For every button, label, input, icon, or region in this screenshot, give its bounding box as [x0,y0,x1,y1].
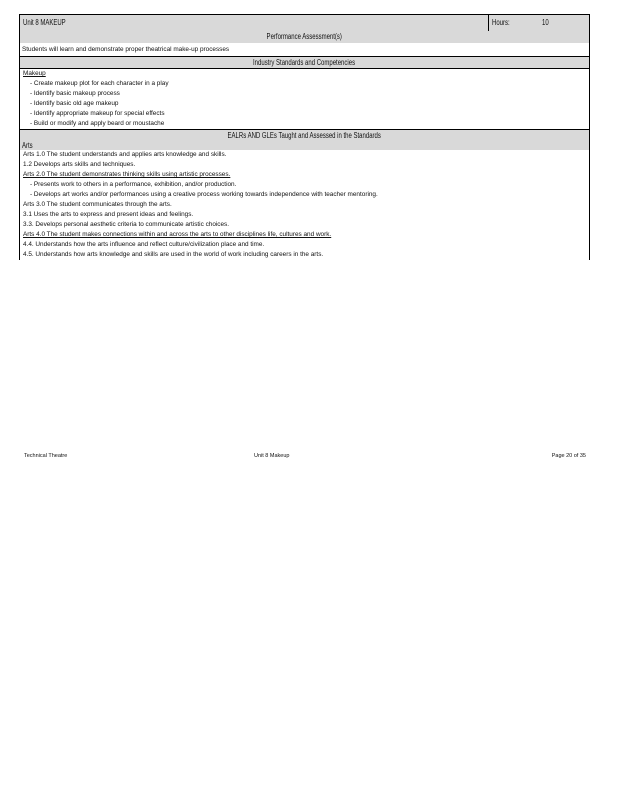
arts-standard-line: 4.5. Understands how arts knowledge and skills are used in the world of work including careers in the arts. [23,251,324,258]
makeup-section [19,68,590,129]
makeup-item: - Identify basic makeup process [30,90,120,97]
unit-header-row [19,14,590,31]
hours-cell [488,15,551,31]
arts-bullet: - Develops art works and/or performances using a creative process working towards independence with teacher mentoring. [30,191,378,198]
unit-title: Unit 8 MAKEUP [23,18,66,27]
arts-bullet: - Presents work to others in a performance, exhibition, and/or production. [30,181,237,188]
performance-heading-text: Performance Assessment(s) [266,32,343,41]
arts-standard-line: 1.2 Develops arts skills and techniques. [23,161,136,168]
makeup-item: - Identify basic old age makeup [30,100,119,107]
unit-sheet [19,14,590,260]
footer-unit: Unit 8 Makeup [254,453,290,459]
makeup-item: - Create makeup plot for each character in a play [30,80,169,87]
standards-heading [19,56,590,68]
ealrs-heading [19,129,590,141]
makeup-heading: Makeup [23,70,46,77]
arts-standard-line: Arts 4.0 The student makes connections within and across the arts to other disciplines life, cultures and work. [23,231,332,238]
arts-standard-line: Arts 3.0 The student communicates through the arts. [23,201,172,208]
footer-page-number: Page 20 of 35 [551,453,586,459]
makeup-list [20,79,589,129]
arts-standard-line: 4.4. Understands how the arts influence and reflect culture/civilization place and time. [23,241,265,248]
performance-heading [19,31,590,43]
arts-standard-line: Arts 1.0 The student understands and applies arts knowledge and skills. [23,151,227,158]
arts-heading-text: Arts [22,141,33,150]
hours-value: 10 [541,18,549,27]
hours-label: Hours: [492,18,510,27]
performance-text: Students will learn and demonstrate proper theatrical make-up processes [19,43,590,56]
standards-heading-text: Industry Standards and Competencies [253,58,356,67]
arts-standard-line: 3.1 Uses the arts to express and present ideas and feelings. [23,211,194,218]
ealrs-heading-text: EALRs AND GLEs Taught and Assessed in the Standards [227,131,382,140]
makeup-item: - Identify appropriate makeup for special effects [30,110,165,117]
footer-course: Technical Theatre [24,453,68,459]
arts-standard-line: 3.3. Develops personal aesthetic criteria to communicate artistic choices. [23,221,230,228]
makeup-item: - Build or modify and apply beard or moustache [30,120,165,127]
arts-list [19,150,590,260]
arts-heading [19,141,590,150]
arts-standard-line: Arts 2.0 The student demonstrates thinking skills using artistic processes. [23,171,231,178]
